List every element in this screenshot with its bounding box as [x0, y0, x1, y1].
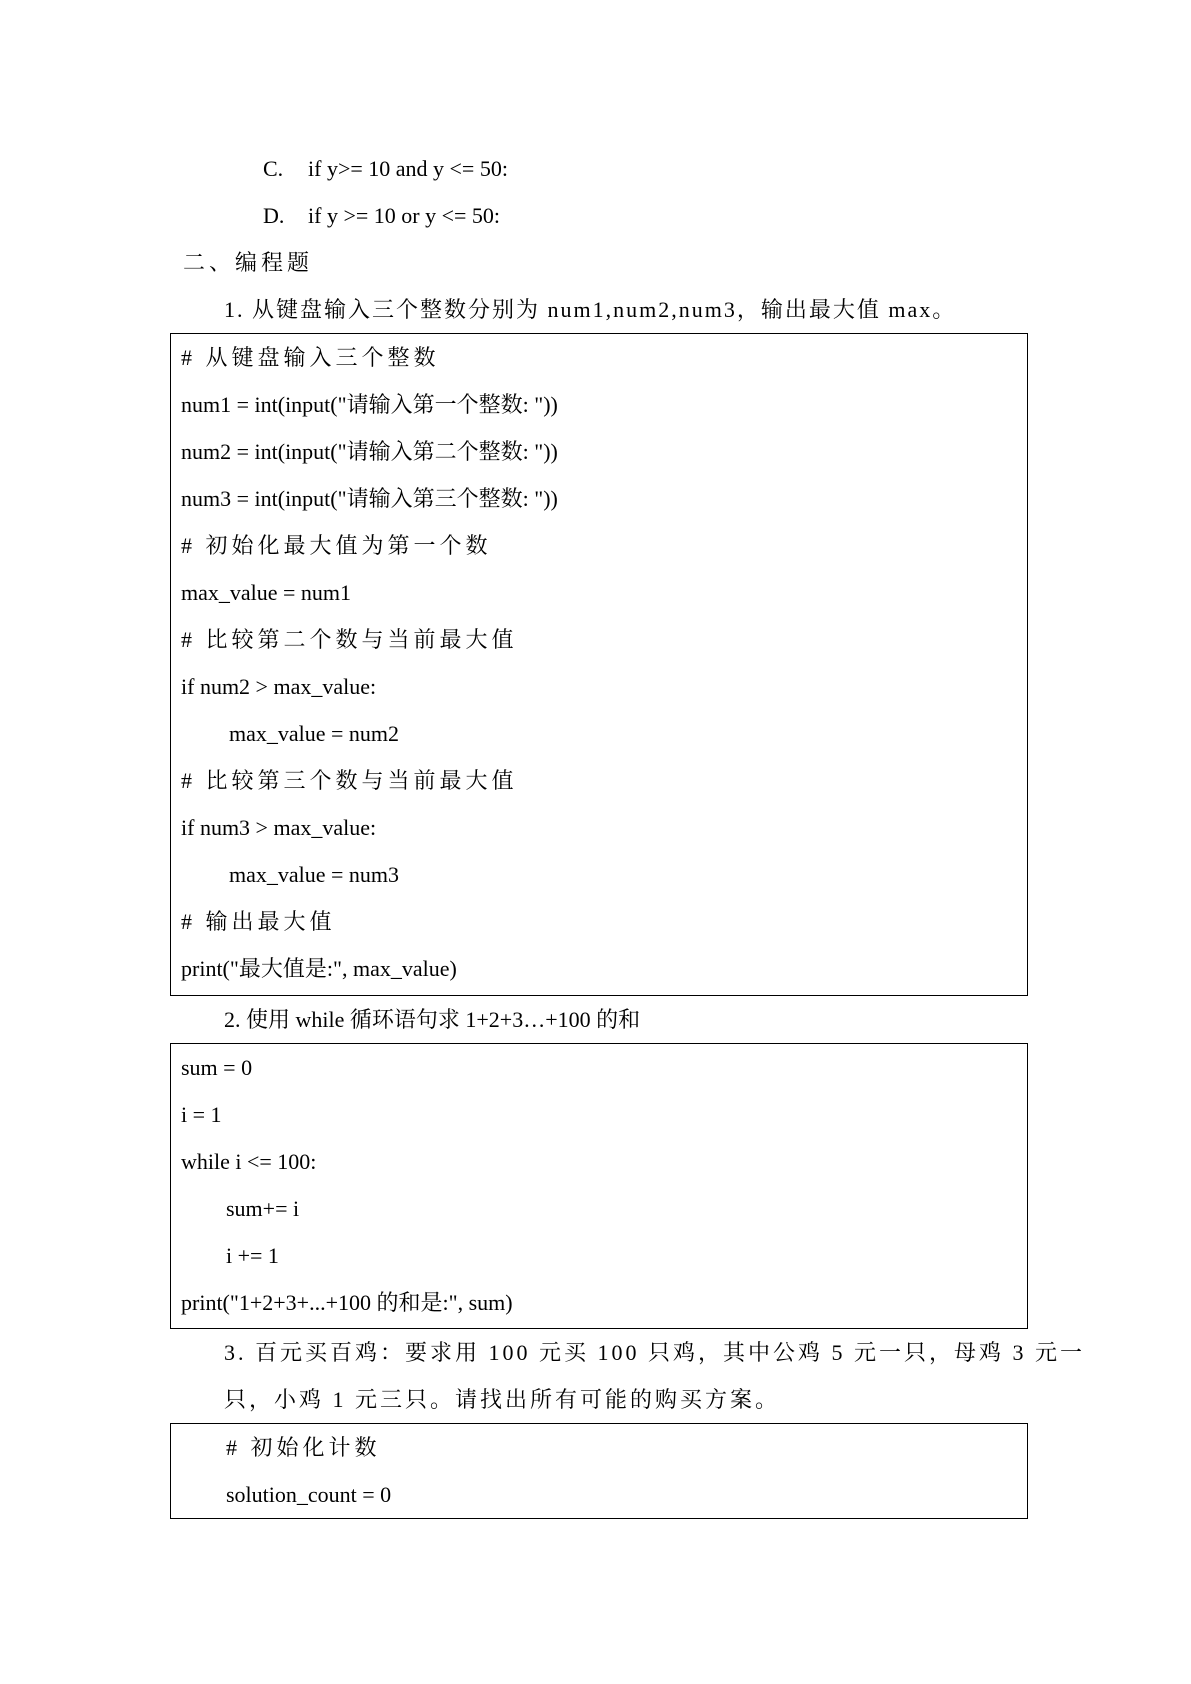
code-line: # 初始化最大值为第一个数: [181, 533, 492, 558]
question-3-prompt-line-2: 只，小鸡 1 元三只。请找出所有可能的购买方案。: [224, 1387, 781, 1412]
code-line: max_value = num3: [229, 862, 400, 887]
code-line: num1 = int(input("请输入第一个整数: ")): [181, 392, 558, 417]
option-c-text: if y>= 10 and y <= 50:: [308, 156, 508, 181]
code-line: i = 1: [181, 1102, 222, 1127]
question-2-prompt: 2. 使用 while 循环语句求 1+2+3…+100 的和: [224, 1007, 641, 1032]
option-d-text: if y >= 10 or y <= 50:: [308, 203, 501, 228]
code-line: sum = 0: [181, 1055, 253, 1080]
code-line: max_value = num2: [229, 721, 400, 746]
code-line: # 比较第二个数与当前最大值: [181, 627, 518, 652]
code-line: if num3 > max_value:: [181, 815, 377, 840]
question-1-prompt: 1. 从键盘输入三个整数分别为 num1,num2,num3，输出最大值 max。: [224, 297, 957, 322]
code-block-2: [170, 1043, 1028, 1329]
code-line: solution_count = 0: [226, 1482, 392, 1507]
option-d-letter: D.: [263, 203, 285, 228]
code-line: sum+= i: [226, 1196, 300, 1221]
code-line: print("1+2+3+...+100 的和是:", sum): [181, 1290, 513, 1315]
code-line: i += 1: [226, 1243, 279, 1268]
code-block-1: [170, 333, 1028, 996]
code-line: # 从键盘输入三个整数: [181, 345, 440, 370]
code-line: max_value = num1: [181, 580, 352, 605]
code-line: if num2 > max_value:: [181, 674, 377, 699]
code-line: # 输出最大值: [181, 909, 336, 934]
code-line: while i <= 100:: [181, 1149, 317, 1174]
code-line: print("最大值是:", max_value): [181, 956, 457, 981]
code-line: # 初始化计数: [226, 1435, 381, 1460]
option-c-letter: C.: [263, 156, 284, 181]
question-3-prompt-line-1: 3. 百元买百鸡：要求用 100 元买 100 只鸡，其中公鸡 5 元一只，母鸡 3 元一: [224, 1340, 1086, 1365]
code-block-3: [170, 1423, 1028, 1519]
code-line: num2 = int(input("请输入第二个整数: ")): [181, 439, 558, 464]
code-line: # 比较第三个数与当前最大值: [181, 768, 518, 793]
code-line: num3 = int(input("请输入第三个整数: ")): [181, 486, 558, 511]
section-heading: 二、编程题: [183, 250, 314, 275]
